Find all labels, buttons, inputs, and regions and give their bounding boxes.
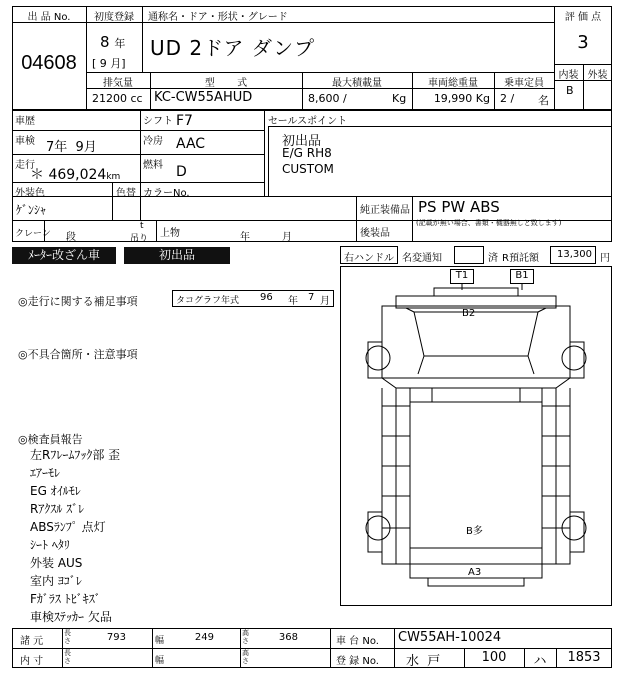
lot-no-label: 出 品 No. [27,12,71,23]
mileage-label: 走行 [15,160,35,171]
capacity-label: 乗車定員 [504,78,544,89]
model-code: KC-CW55AHUD [154,90,253,105]
car-name: UD 2ドア ダンプ [150,36,316,60]
shift-value: F7 [176,113,193,129]
exterior-label: 外装 [587,70,608,81]
tax-prefix: 済 [488,253,498,264]
equip-value: PS PW ABS [418,198,500,216]
first-reg-month: [ 9 月] [92,57,126,70]
max-load-unit: Kg [392,92,407,105]
width-value: 249 [194,632,214,643]
max-load-value: 8,600 / [308,92,347,105]
name-change-label: 名変通知 [402,253,442,264]
ac-value: AAC [176,136,206,152]
dims-label: 諸 元 [20,636,44,647]
mileage-value: ＊ 469,024km [30,167,121,183]
int-height-label: 高さ [242,649,249,665]
ext-color-label: 外装色 [15,188,45,199]
truck-diagram [340,266,612,606]
height-label: 高さ [242,629,249,645]
inspector-line-9: Fｶﾞﾗｽ ﾄﾋﾞｷｽﾞ [30,592,101,606]
sales-line-2: E/G RH8 [282,146,332,160]
equip-label: 純正装備品 [360,205,410,216]
crane-hang: 吊り [130,234,149,244]
max-load-label: 最大積載量 [332,78,382,89]
inspector-line-3: EG ｵｲﾙﾓﾚ [30,484,81,498]
crane-label: クレーン [15,229,51,239]
gross-weight-value: 19,990 Kg [433,92,490,105]
ext-color-value: ｹﾞﾝｼｬ [16,203,47,217]
defects-title: ◎不具合箇所・注意事項 [18,348,138,361]
color-code-label: カラーNo. [143,188,190,199]
tachograph-year-unit: 年 [288,296,298,307]
inspector-title: ◎検査員報告 [18,433,83,446]
first-reg-year: 8 年 [100,33,126,51]
inspection-label: 車検 [15,136,35,147]
inspector-line-5: ABSﾗﾝﾌﾟ 点灯 [30,520,106,534]
label-b-many: B多 [466,526,483,537]
height-value: 368 [278,632,298,643]
int-length-label: 長さ [64,649,71,665]
chassis-label: 車 台 No. [336,636,379,647]
width-label: 幅 [155,636,165,646]
displacement-value: 21200 cc [92,92,143,105]
reg-kana: ハ [533,654,547,669]
inspector-line-6: ｼｰﾄ ﾍﾀﾘ [30,538,70,552]
chassis-value: CW55AH-10024 [398,630,502,645]
interior-dims-label: 内 寸 [20,656,44,667]
sales-point-label: セールスポイント [268,116,348,127]
tachograph-label: タコグラフ年式 [176,296,240,306]
upper-label: 上物 [160,228,180,239]
interior-label: 内装 [558,70,579,81]
meter-tampered-badge: ﾒｰﾀｰ改ざん車 [12,247,116,264]
crane-tons: t [140,221,144,231]
length-label: 長さ [64,629,71,645]
label-a3: A3 [468,567,482,578]
ac-label: 冷房 [143,136,163,147]
displacement-label: 排気量 [103,78,133,89]
int-width-label: 幅 [155,656,165,666]
upper-month: 月 [282,232,292,243]
aftermarket-note: (記載が無い場合、書類・機器無しと致します) [416,219,562,227]
aftermarket-label: 後装品 [360,228,390,239]
shift-label: シフト [143,116,173,127]
sales-line-3: CUSTOM [282,162,334,176]
lot-no: 04608 [21,52,77,74]
capacity-unit: 名 [538,94,549,107]
inspection-value: 7年 9月 [46,140,97,155]
tachograph-month-unit: 月 [320,296,330,307]
inspector-line-10: 車検ｽﾃｯｶｰ 欠品 [30,610,112,624]
tax-value: 13,300 [557,249,592,260]
length-value: 793 [106,632,126,643]
tax-unit: 円 [600,253,610,264]
fuel-value: D [176,164,187,180]
inspector-line-2: ｴｱｰﾓﾚ [30,466,61,480]
model-label: 型 式 [204,78,248,89]
first-reg-label: 初度登録 [94,12,134,23]
gross-weight-label: 車両総重量 [428,78,478,89]
history-label: 車歴 [15,116,35,127]
driving-notes-title: ◎走行に関する補足事項 [18,295,138,308]
first-listing-badge: 初出品 [124,247,230,264]
label-b1: B1 [515,270,529,281]
rating-label: 評 価 点 [564,12,602,23]
sales-line-1: 初出品 [282,134,322,149]
inspector-line-8: 室内 ﾖｺﾞﾚ [30,574,82,588]
reg-class: 100 [481,650,507,665]
upper-year: 年 [240,232,250,243]
model-name-label: 通称名・ドア・形状・グレード [148,12,288,23]
reg-number: 1853 [567,650,601,665]
inspector-line-4: Rｱｸｽﾙ ｽﾞﾚ [30,502,85,516]
crane-stage: 段 [66,232,76,243]
inspector-line-1: 左Rﾌﾚｰﾑﾌｯｸ部 歪 [30,448,121,462]
color-change-label: 色替 [116,188,136,199]
tachograph-month: 7 [308,292,315,303]
tachograph-year: 96 [260,292,273,303]
name-change-box [454,246,484,264]
label-b2: B2 [462,308,476,319]
inspector-line-7: 外装 AUS [30,556,83,570]
fuel-label: 燃料 [143,160,163,171]
reg-area: 水 戸 [406,654,441,669]
tax-label: R預託額 [502,253,539,264]
reg-label: 登 録 No. [336,656,379,667]
capacity-value: 2 / [500,92,515,105]
label-t1: T1 [455,270,469,281]
interior-grade: B [566,84,574,97]
right-handle-label: 右ハンドル [344,253,394,264]
rating-value: 3 [577,32,589,53]
